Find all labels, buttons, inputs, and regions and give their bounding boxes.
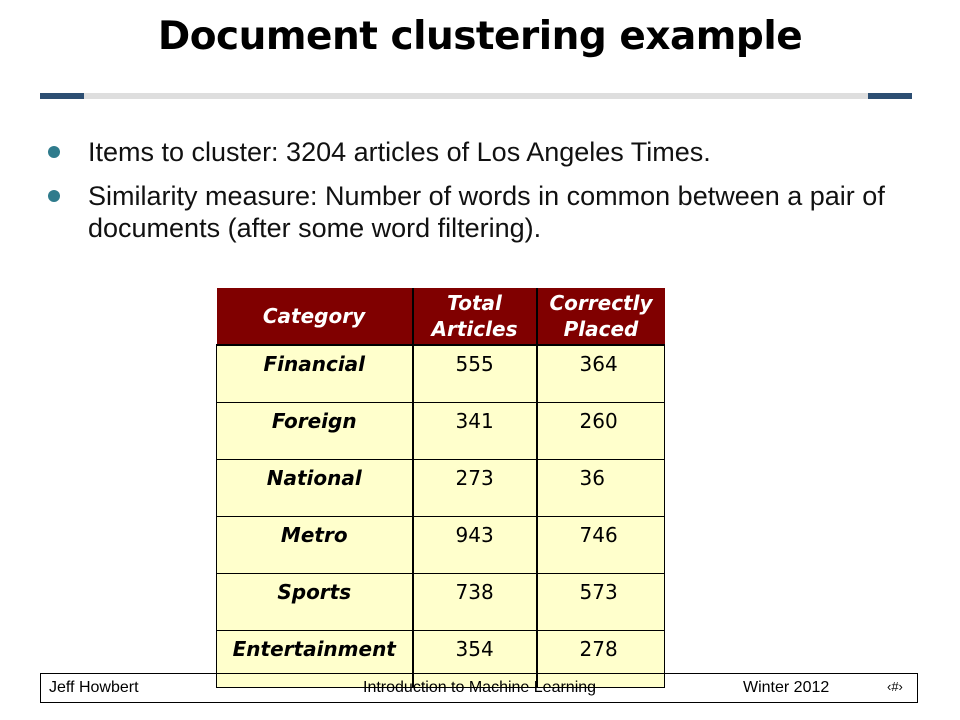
table-row — [217, 517, 665, 574]
category-cell: Foreign — [217, 403, 413, 460]
total-cell: 341 — [413, 403, 537, 460]
total-cell: 943 — [413, 517, 537, 574]
correct-cell: 278 — [537, 631, 665, 688]
category-cell: Financial — [217, 345, 413, 403]
bullet-dot-icon — [48, 146, 60, 158]
divider-accent-right — [868, 93, 912, 99]
footer-author: Jeff Howbert — [49, 679, 139, 696]
bullet-item — [44, 180, 904, 244]
total-cell: 354 — [413, 631, 537, 688]
header-category: Category — [217, 288, 413, 345]
table-row — [217, 345, 665, 403]
bullet-list — [44, 136, 904, 256]
header-total-articles: Total Articles — [413, 288, 537, 345]
title-divider — [40, 93, 912, 99]
table-row — [217, 460, 665, 517]
category-cell: National — [217, 460, 413, 517]
total-cell: 273 — [413, 460, 537, 517]
correct-cell: 573 — [537, 574, 665, 631]
total-cell: 738 — [413, 574, 537, 631]
header-correctly-placed: Correctly Placed — [537, 288, 665, 345]
correct-cell: 260 — [537, 403, 665, 460]
bullet-item — [44, 136, 904, 168]
slide-footer — [40, 673, 918, 703]
footer-term: Winter 2012 — [743, 679, 830, 696]
clustering-results-table — [216, 288, 665, 688]
bullet-text: Items to cluster: 3204 articles of Los Angeles Times. — [88, 137, 711, 167]
footer-page-number: ‹#› — [887, 679, 903, 694]
correct-cell: 36 — [537, 460, 665, 517]
bullet-dot-icon — [48, 190, 60, 202]
footer-course: Introduction to Machine Learning — [363, 679, 597, 696]
table-row — [217, 574, 665, 631]
table-header-row — [217, 288, 665, 345]
slide-title: Document clustering example — [157, 14, 803, 59]
total-cell: 555 — [413, 345, 537, 403]
bullet-text: Similarity measure: Number of words in common between a pair of documents (after some word filtering). — [88, 181, 885, 243]
category-cell: Entertainment — [217, 631, 413, 688]
correct-cell: 746 — [537, 517, 665, 574]
category-cell: Metro — [217, 517, 413, 574]
category-cell: Sports — [217, 574, 413, 631]
divider-accent-left — [40, 93, 84, 99]
table-row — [217, 403, 665, 460]
correct-cell: 364 — [537, 345, 665, 403]
